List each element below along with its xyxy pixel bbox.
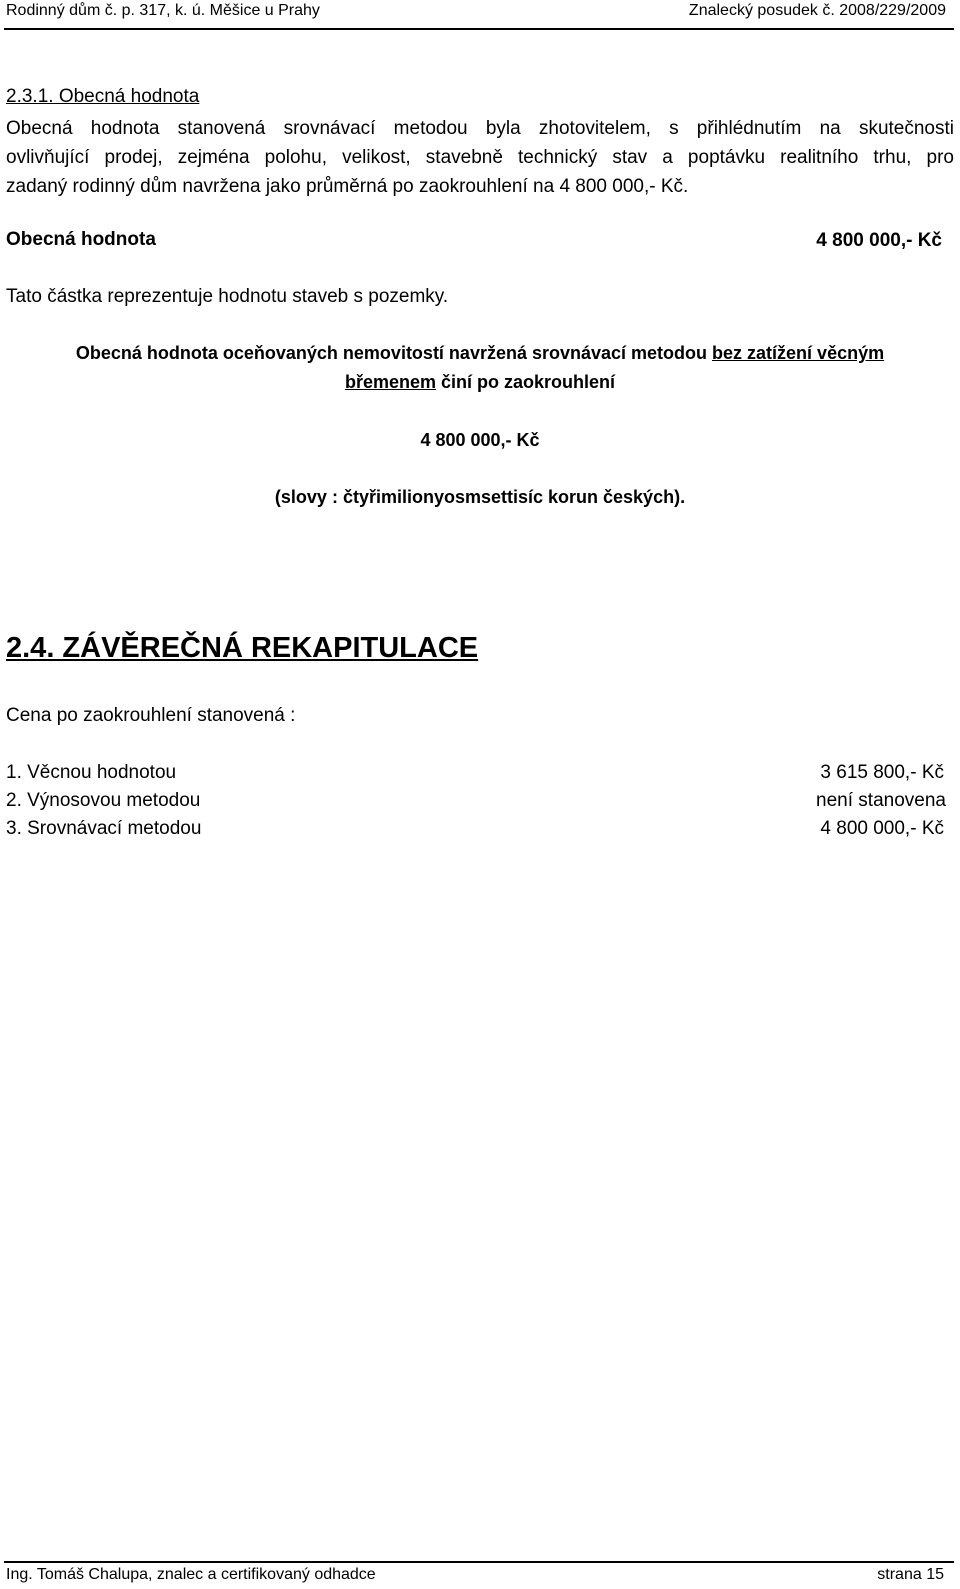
paragraph-line: Obecná hodnota stanovená srovnávací metodou byla zhotovitelem, s přihlédnutím na skutečnosti xyxy=(6,118,954,139)
summary-amount-words: (slovy : čtyřimilionyosmsettisíc korun českých). xyxy=(274,487,686,507)
summary-statement-line1 xyxy=(0,343,960,364)
recap-row-label: 3. Srovnávací metodou xyxy=(6,818,202,839)
value-amount: 4 800 000,- Kč xyxy=(816,230,942,251)
page-footer-left: Ing. Tomáš Chalupa, znalec a certifikovaný odhadce xyxy=(6,1566,376,1583)
page-footer-right: strana 15 xyxy=(877,1566,944,1583)
summary-amount: 4 800 000,- Kč xyxy=(420,430,540,450)
value-note: Tato částka reprezentuje hodnotu staveb s pozemky. xyxy=(6,286,449,307)
summary-text: činí po zaokrouhlení xyxy=(436,372,616,392)
recap-intro: Cena po zaokrouhlení stanovená : xyxy=(6,705,296,726)
summary-statement-line2 xyxy=(0,372,960,393)
summary-text: Obecná hodnota oceňovaných nemovitostí navržená srovnávací metodou xyxy=(75,343,713,363)
header-divider xyxy=(4,28,954,30)
valuation-paragraph xyxy=(6,114,954,201)
recap-row-label: 1. Věcnou hodnotou xyxy=(6,762,177,783)
recap-row-value: 3 615 800,- Kč xyxy=(820,762,944,783)
recap-row-value: 4 800 000,- Kč xyxy=(820,818,944,839)
paragraph-line: ovlivňující prodej, zejména polohu, velikost, stavebně technický stav a poptávku realitního trhu, pro xyxy=(6,147,954,168)
footer-divider xyxy=(4,1561,954,1563)
value-label: Obecná hodnota xyxy=(6,229,156,250)
page-header-left: Rodinný dům č. p. 317, k. ú. Měšice u Prahy xyxy=(6,2,320,19)
paragraph-line: zadaný rodinný dům navržena jako průměrná po zaokrouhlení na 4 800 000,- Kč. xyxy=(6,176,689,197)
page-header-right: Znalecký posudek č. 2008/229/2009 xyxy=(688,2,946,19)
summary-underlined-text: břemenem xyxy=(344,372,437,392)
section-title-rekapitulace: 2.4. ZÁVĚREČNÁ REKAPITULACE xyxy=(6,632,479,664)
summary-underlined-text: bez zatížení věcným xyxy=(712,343,885,363)
recap-row-value: není stanovena xyxy=(816,790,946,811)
section-title-obecna-hodnota: 2.3.1. Obecná hodnota xyxy=(6,86,200,107)
recap-row-label: 2. Výnosovou metodou xyxy=(6,790,201,811)
